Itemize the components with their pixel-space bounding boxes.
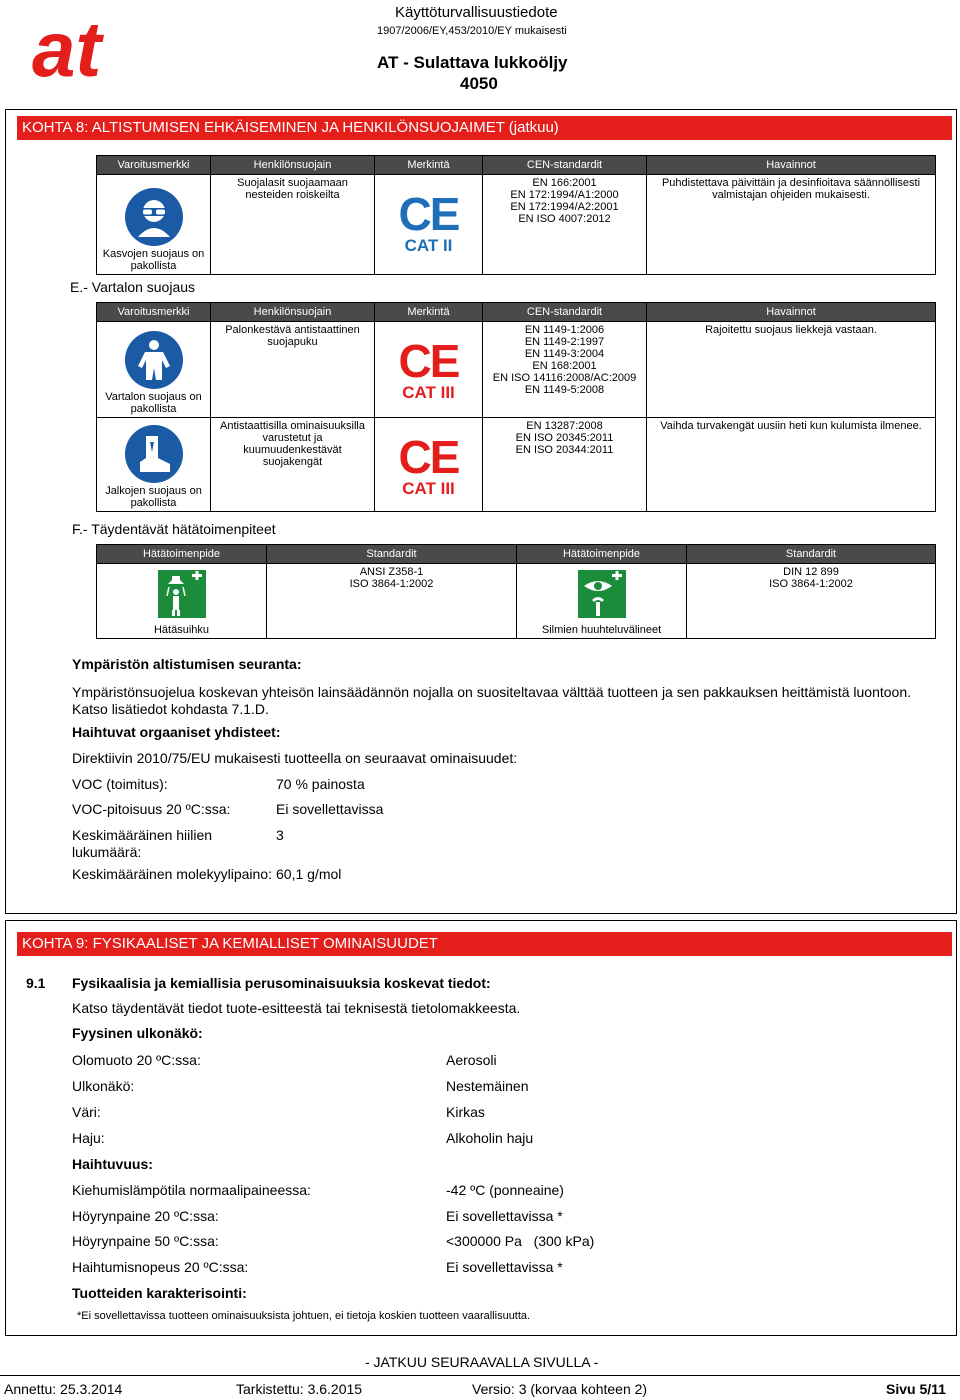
col-header: Havainnot xyxy=(647,303,936,322)
characterization-heading: Tuotteiden karakterisointi: xyxy=(72,1285,247,1301)
voc-row-value: Ei sovellettavissa xyxy=(276,801,384,817)
feet-icon-label: Jalkojen suojaus on pakollista xyxy=(105,485,202,509)
col-header: Varoitusmerkki xyxy=(97,303,211,322)
eye-notes: Puhdistettava päivittäin ja desinfioitava säännöllisesti valmistajan ohjeiden mukaisesti. xyxy=(647,175,936,275)
ce-category: CAT III xyxy=(402,479,455,498)
body-protection-title: E.- Vartalon suojaus xyxy=(70,279,196,295)
standard-item: EN 13287:2008 xyxy=(526,420,603,432)
property-value: <300000 Pa (300 kPa) xyxy=(446,1233,595,1249)
standard-item: EN 166:2001 xyxy=(532,177,597,189)
feet-standards xyxy=(483,418,647,512)
section8-title: KOHTA 8: ALTISTUMISEN EHKÄISEMINEN JA HENKILÖNSUOJAIMET (jatkuu) xyxy=(17,116,952,140)
col-header: Havainnot xyxy=(647,156,936,175)
emergency-table xyxy=(96,544,936,639)
body-notes: Rajoitettu suojaus liekkejä vastaan. xyxy=(647,322,936,418)
standard-item: EN ISO 14116:2008/AC:2009 xyxy=(492,372,637,384)
section9-number: 9.1 xyxy=(26,975,46,991)
eyewash-label: Silmien huuhteluvälineet xyxy=(541,624,662,636)
ce-mark-icon xyxy=(378,335,479,402)
standard-item: EN 1149-2:1997 xyxy=(524,336,605,348)
standard-item: DIN 12 899 xyxy=(783,566,839,578)
property-value: Ei sovellettavissa * xyxy=(446,1208,563,1224)
eyewash-cell xyxy=(517,564,687,639)
eye-ce-cell xyxy=(375,175,483,275)
shower-standards xyxy=(267,564,517,639)
feet-protector: Antistaattisilla ominaisuuksilla varustetut ja kuumuudenkestävät suojakengät xyxy=(211,418,375,512)
eyewash-icon xyxy=(578,570,626,618)
ce-category: CAT II xyxy=(404,236,453,255)
regulation-text: 1907/2006/EY,453/2010/EY mukaisesti xyxy=(377,25,567,37)
feet-icon-cell xyxy=(97,418,211,512)
eye-protector: Suojalasit suojaamaan nesteiden roiskeilta xyxy=(211,175,375,275)
voc-row-label: VOC-pitoisuus 20 ºC:ssa: xyxy=(72,801,231,817)
col-header: CEN-standardit xyxy=(483,156,647,175)
protective-clothing-icon xyxy=(125,331,183,389)
logo-text: at xyxy=(32,14,102,84)
col-header: Hätätoimenpide xyxy=(517,545,687,564)
eye-standards xyxy=(483,175,647,275)
property-label: Haju: xyxy=(72,1130,105,1146)
body-protection-table xyxy=(96,302,936,512)
standard-item: ANSI Z358-1 xyxy=(359,566,424,578)
standard-item: EN 1149-3:2004 xyxy=(524,348,605,360)
face-protection-icon xyxy=(125,188,183,246)
standard-item: EN 1149-5:2008 xyxy=(524,384,605,396)
section9-subtitle: Fysikaalisia ja kemiallisia perusominaisuuksia koskevat tiedot: xyxy=(72,975,491,991)
standard-item: EN 168:2001 xyxy=(532,360,597,372)
company-logo xyxy=(30,14,170,84)
property-label: Höyrynpaine 50 ºC:ssa: xyxy=(72,1233,219,1249)
body-protector: Palonkestävä antistaattinen suojapuku xyxy=(211,322,375,418)
property-value: Aerosoli xyxy=(446,1052,497,1068)
property-label: Höyrynpaine 20 ºC:ssa: xyxy=(72,1208,219,1224)
eye-icon-cell xyxy=(97,175,211,275)
issued-date: Annettu: 25.3.2014 xyxy=(4,1381,123,1397)
body-icon-cell xyxy=(97,322,211,418)
col-header: Varoitusmerkki xyxy=(97,156,211,175)
property-label: Väri: xyxy=(72,1104,101,1120)
section9-footnote: *Ei sovellettavissa tuotteen ominaisuuksista johtuen, ei tietoja koskien tuotteen vaarallisuutta. xyxy=(77,1310,531,1322)
property-value: Ei sovellettavissa * xyxy=(446,1259,563,1275)
col-header: Henkilönsuojain xyxy=(211,156,375,175)
property-value: Alkoholin haju xyxy=(446,1130,534,1146)
product-code: 4050 xyxy=(460,74,498,93)
checked-date: Tarkistettu: 3.6.2015 xyxy=(236,1381,363,1397)
col-header: Hätätoimenpide xyxy=(97,545,267,564)
property-value: -42 ºC (ponneaine) xyxy=(446,1182,564,1198)
voc-row-label: Keskimääräinen hiilien lukumäärä: xyxy=(72,827,213,860)
volatility-heading: Haihtuvuus: xyxy=(72,1156,153,1172)
env-text: Ympäristönsuojelua koskevan yhteisön lainsäädännön nojalla on suositeltavaa välttää tuotteen ja sen pakkauksen heittämistä luontoon. Katso lisätiedot kohdasta 7.1.D. xyxy=(72,684,911,717)
eyewash-standards xyxy=(687,564,936,639)
property-value: Nestemäinen xyxy=(446,1078,529,1094)
feet-notes: Vaihda turvakengät uusiin heti kun kulumista ilmenee. xyxy=(647,418,936,512)
col-header: Merkintä xyxy=(375,156,483,175)
document-title: Käyttöturvallisuustiedote xyxy=(395,4,558,21)
col-header: Merkintä xyxy=(375,303,483,322)
emergency-title: F.- Täydentävät hätätoimenpiteet xyxy=(72,521,276,537)
feet-ce-cell xyxy=(375,418,483,512)
body-icon-label: Vartalon suojaus on pakollista xyxy=(105,391,202,415)
standard-item: EN ISO 4007:2012 xyxy=(518,213,611,225)
ce-mark-text: CE xyxy=(398,188,459,240)
section9-title: KOHTA 9: FYSIKAALISET JA KEMIALLISET OMINAISUUDET xyxy=(17,932,952,956)
ce-mark-text: CE xyxy=(398,335,459,387)
voc-row-label: VOC (toimitus): xyxy=(72,776,168,792)
voc-row-value: 60,1 g/mol xyxy=(276,866,342,882)
env-heading: Ympäristön altistumisen seuranta: xyxy=(72,656,302,672)
standard-item: EN ISO 20345:2011 xyxy=(515,432,614,444)
standard-item: EN ISO 20344:2011 xyxy=(515,444,614,456)
col-header: Standardit xyxy=(267,545,517,564)
col-header: Henkilönsuojain xyxy=(211,303,375,322)
property-label: Olomuoto 20 ºC:ssa: xyxy=(72,1052,201,1068)
ce-mark-icon xyxy=(378,431,479,498)
eye-icon-label: Kasvojen suojaus on pakollista xyxy=(102,248,205,272)
page-number: Sivu 5/11 xyxy=(886,1381,946,1397)
body-ce-cell xyxy=(375,322,483,418)
col-header: Standardit xyxy=(687,545,936,564)
standard-item: ISO 3864-1:2002 xyxy=(349,578,434,590)
ce-category: CAT III xyxy=(402,383,455,402)
emergency-shower-icon xyxy=(158,570,206,618)
shower-cell xyxy=(97,564,267,639)
continued-notice: - JATKUU SEURAAVALLA SIVULLA - xyxy=(365,1354,599,1370)
section9-intro: Katso täydentävät tiedot tuote-esitteestä tai teknisestä tietolomakkeesta. xyxy=(72,1000,521,1016)
property-value: Kirkas xyxy=(446,1104,485,1120)
footer-divider xyxy=(0,1375,960,1376)
standard-item: EN 172:1994/A2:2001 xyxy=(510,201,619,213)
col-header: CEN-standardit xyxy=(483,303,647,322)
product-name: AT - Sulattava lukkoöljy xyxy=(377,53,568,72)
standard-item: EN 1149-1:2006 xyxy=(524,324,605,336)
foot-protection-icon xyxy=(125,425,183,483)
property-label: Ulkonäkö: xyxy=(72,1078,135,1094)
eye-protection-table xyxy=(96,155,936,275)
voc-row-label: Keskimääräinen molekyylipaino: xyxy=(72,866,272,882)
standard-item: ISO 3864-1:2002 xyxy=(769,578,853,590)
voc-intro: Direktiivin 2010/75/EU mukaisesti tuotteella on seuraavat ominaisuudet: xyxy=(72,750,518,766)
body-standards xyxy=(483,322,647,418)
property-label: Haihtumisnopeus 20 ºC:ssa: xyxy=(72,1259,249,1275)
appearance-heading: Fyysinen ulkonäkö: xyxy=(72,1025,203,1041)
voc-row-value: 70 % painosta xyxy=(276,776,365,792)
voc-heading: Haihtuvat orgaaniset yhdisteet: xyxy=(72,724,281,740)
shower-label: Hätäsuihku xyxy=(153,624,210,636)
voc-row-value: 3 xyxy=(276,827,284,843)
version-info: Versio: 3 (korvaa kohteen 2) xyxy=(472,1381,648,1397)
ce-mark-icon xyxy=(378,188,479,255)
property-label: Kiehumislämpötila normaalipaineessa: xyxy=(72,1182,311,1198)
ce-mark-text: CE xyxy=(398,431,459,483)
standard-item: EN 172:1994/A1:2000 xyxy=(510,189,619,201)
